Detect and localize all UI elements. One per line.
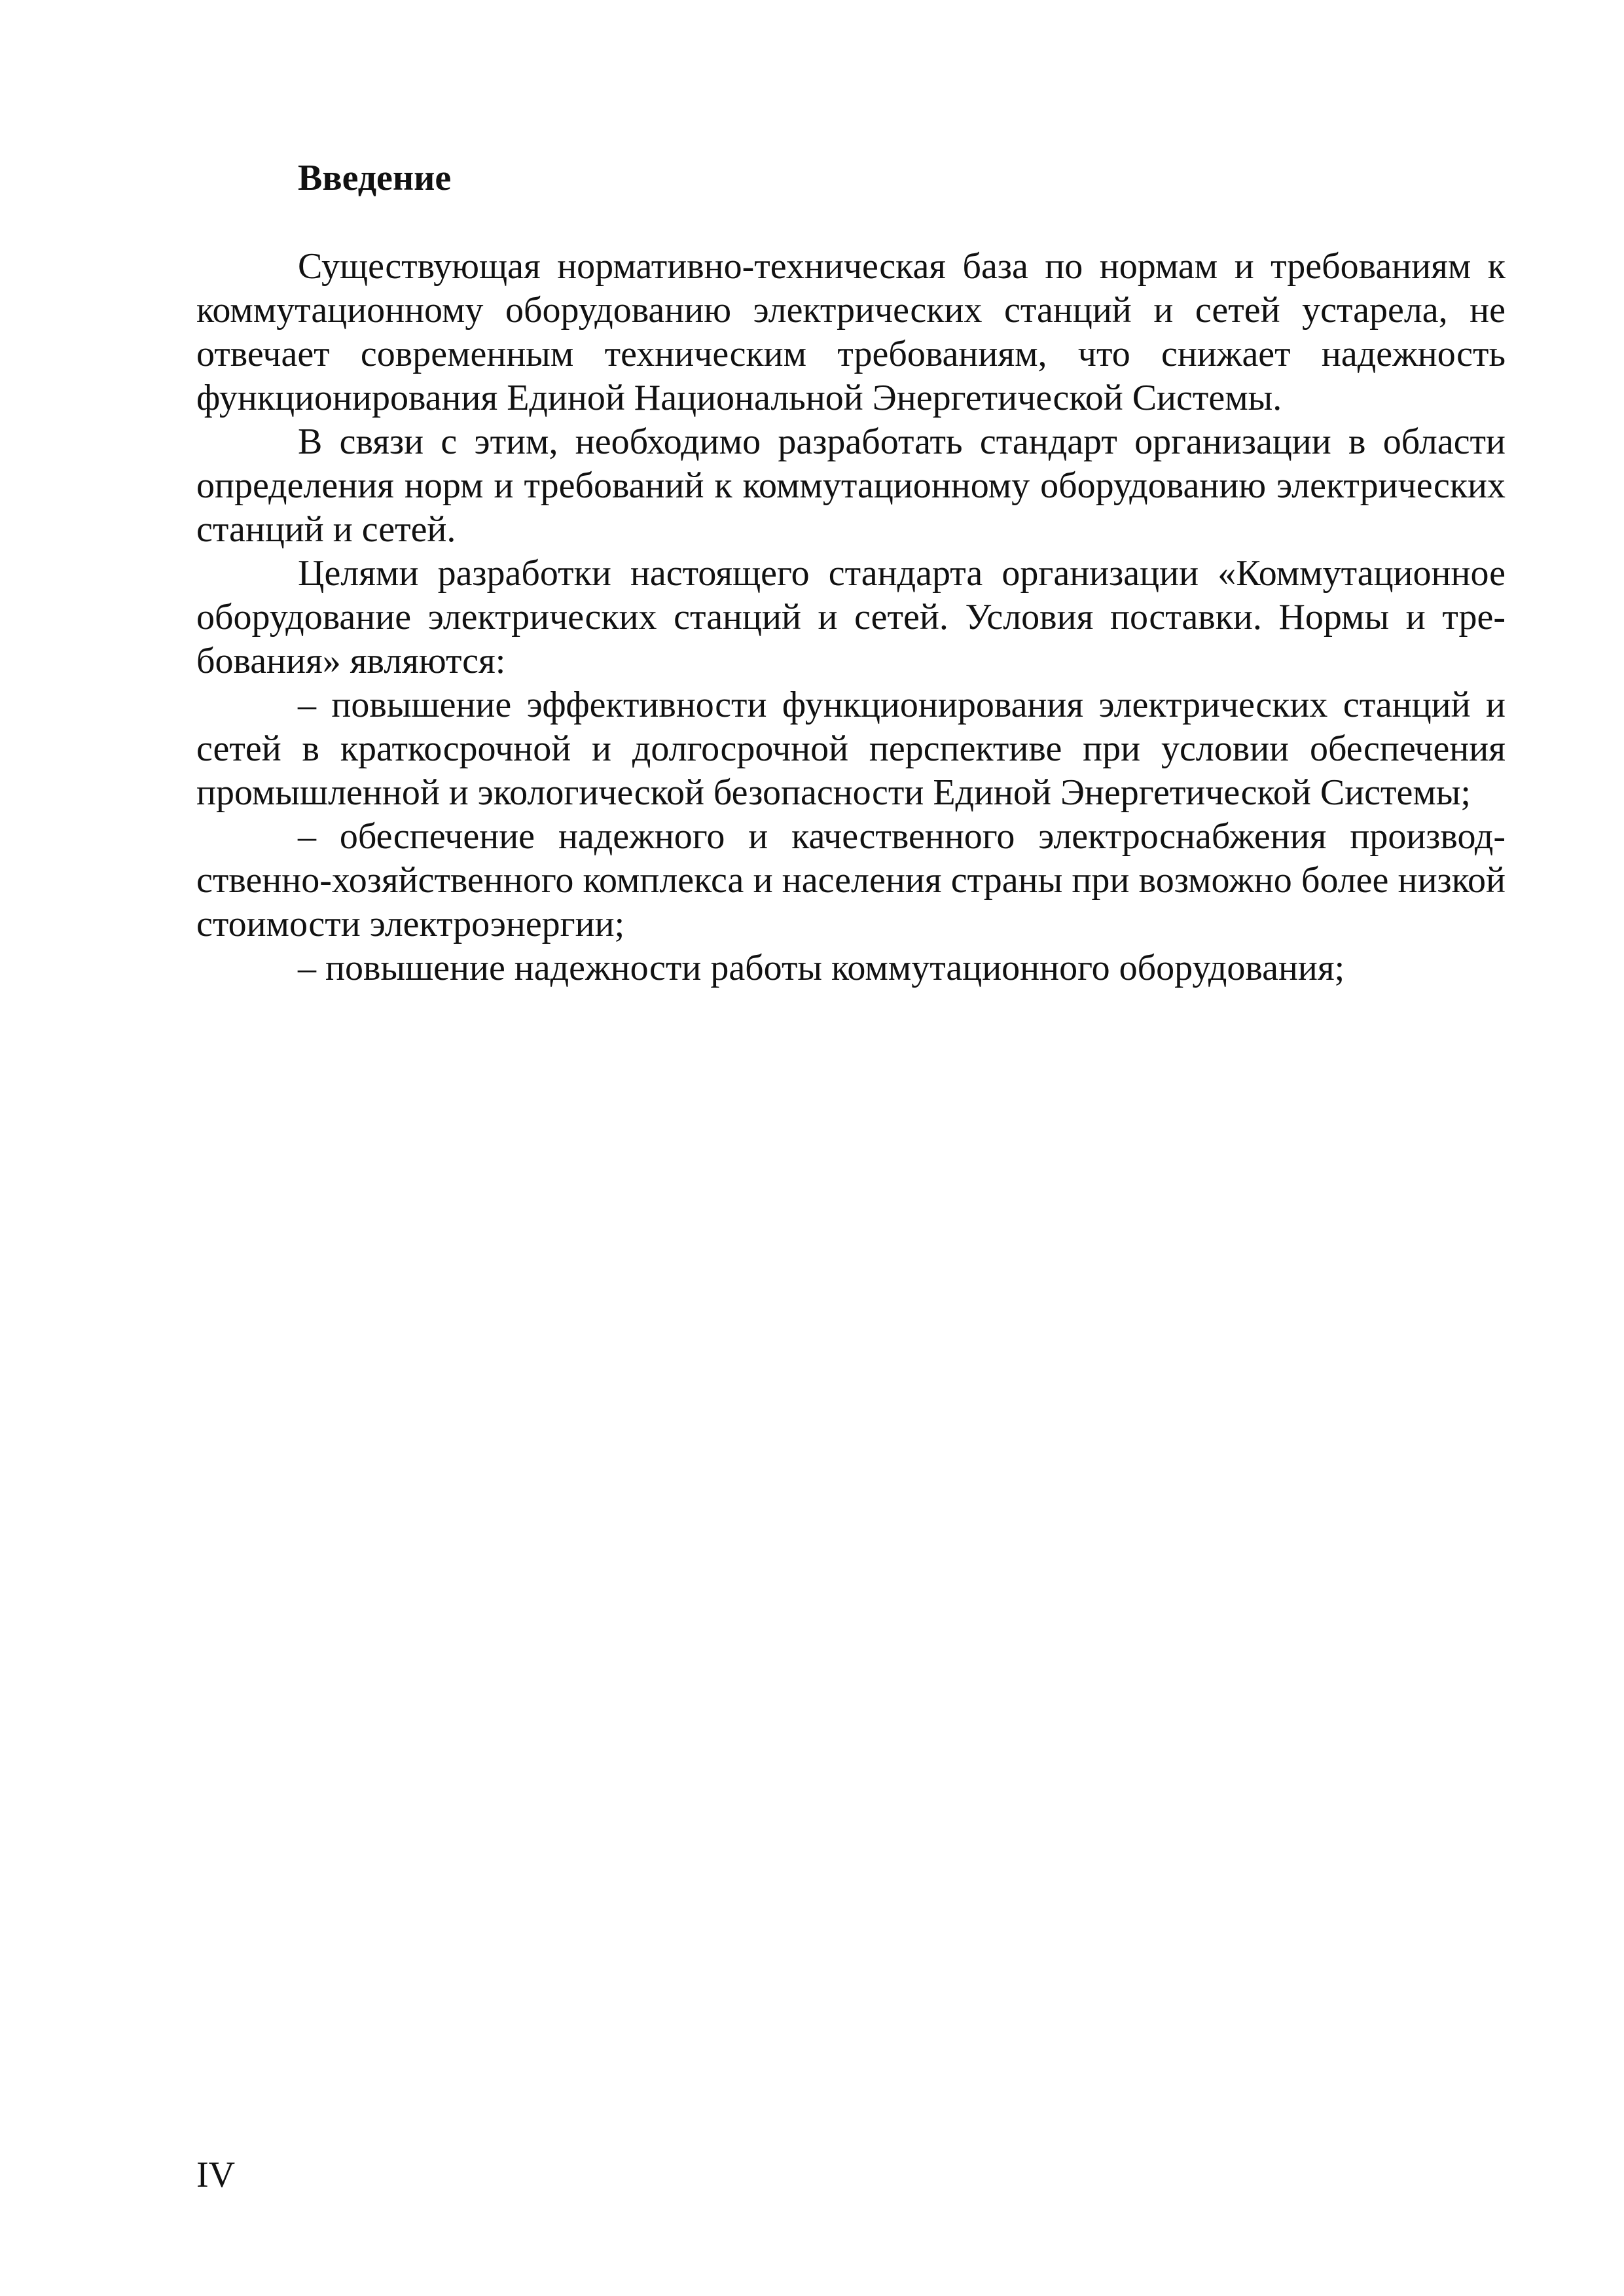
list-item: – повышение эффективности функционирования электрических станций и сетей в краткосрочной и долгосрочной перспективе при условии обеспечения промышленной и экологической безопасности Единой Энергетической Системы; xyxy=(196,685,1506,813)
list-item: – обеспечение надежного и качественного электроснабжения производственно-хозяйственного комплекса и населения страны при возможно более низкой стоимости электроэнергии; xyxy=(196,816,1506,944)
page-content xyxy=(196,152,1506,990)
paragraph: В связи с этим, необходимо разработать стандарт организации в области определения норм и требований к коммутационному оборудованию электрических станций и сетей. xyxy=(196,422,1506,550)
list-item: – повышение надежности работы коммутационного оборудования; xyxy=(298,948,1345,988)
paragraph: Существующая нормативно-техническая база по нормам и требованиям к коммутационному оборудованию электрических станций и сетей устарела, не отвечает современным техническим требованиям, что снижает надежность функционирования Единой Национальной Энергетической Системы. xyxy=(196,246,1506,418)
body-text xyxy=(196,245,1506,990)
section-heading: Введение xyxy=(298,158,452,198)
paragraph: Целями разработки настоящего стандарта организации «Коммутационное оборудование электрических станций и сетей. Условия поставки. Нормы и требования» являются: xyxy=(196,553,1506,681)
page-number: IV xyxy=(196,2155,236,2195)
